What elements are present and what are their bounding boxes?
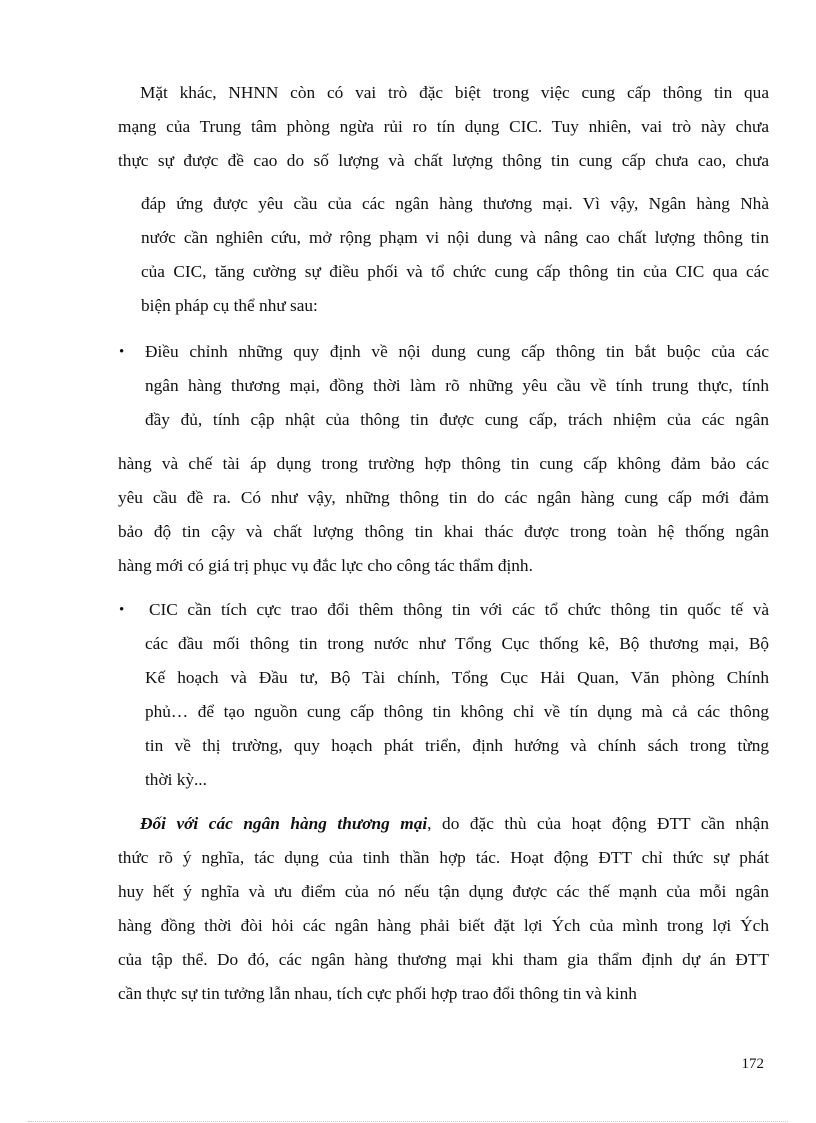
text-line: Kế hoạch và Đầu tư, Bộ Tài chính, Tổng Cục Hải Quan, Văn phòng Chính xyxy=(145,668,769,687)
text-line: hàng mới có giá trị phục vụ đắc lực cho công tác thẩm định. xyxy=(118,556,533,575)
text-line: hàng và chế tài áp dụng trong trường hợp thông tin cung cấp không đảm bảo các xyxy=(118,454,769,473)
page-number: 172 xyxy=(741,1056,764,1072)
text-line: ngân hàng thương mại, đồng thời làm rõ những yêu cầu về tính trung thực, tính xyxy=(145,376,769,395)
text-span: , do đặc thù của hoạt động ĐTT cần nhận xyxy=(427,814,769,833)
text-line: CIC cần tích cực trao đổi thêm thông tin với các tổ chức thông tin quốc tế và xyxy=(149,600,769,619)
text-line: đầy đủ, tính cập nhật của thông tin được cung cấp, trách nhiệm của các ngân xyxy=(145,410,769,429)
text-line: biện pháp cụ thể như sau: xyxy=(141,296,318,315)
text-line: mạng của Trung tâm phòng ngừa rủi ro tín dụng CIC. Tuy nhiên, vai trò này chưa xyxy=(118,117,769,136)
text-line: của CIC, tăng cường sự điều phối và tổ chức cung cấp thông tin của CIC qua các xyxy=(141,262,769,281)
bullet-marker: • xyxy=(119,344,125,360)
text-line: huy hết ý nghĩa và ưu điểm của nó nếu tận dụng được các thế mạnh của mỗi ngân xyxy=(118,882,769,901)
text-line: các đầu mối thông tin trong nước như Tổng Cục thống kê, Bộ thương mại, Bộ xyxy=(145,634,769,653)
text-line: Mặt khác, NHNN còn có vai trò đặc biệt trong việc cung cấp thông tin qua xyxy=(140,83,769,102)
text-line: phủ… để tạo nguồn cung cấp thông tin không chỉ về tín dụng mà cả các thông xyxy=(145,702,769,721)
text-line xyxy=(140,812,769,836)
text-line: nước cần nghiên cứu, mở rộng phạm vi nội dung và nâng cao chất lượng thông tin xyxy=(141,228,769,247)
text-line: thực sự được đề cao do số lượng và chất lượng thông tin cung cấp chưa cao, chưa xyxy=(118,151,769,170)
bullet-marker: • xyxy=(119,602,125,618)
text-line: của tập thể. Do đó, các ngân hàng thương mại khi tham gia thẩm định dự án ĐTT xyxy=(118,950,769,969)
text-line: cần thực sự tin tưởng lẫn nhau, tích cực phối hợp trao đổi thông tin và kinh xyxy=(118,984,637,1003)
lead-heading: Đối với các ngân hàng thương mại xyxy=(140,814,428,833)
footer-divider xyxy=(28,1121,788,1122)
text-line: hàng đồng thời đòi hỏi các ngân hàng phải biết đặt lợi Ých của mình trong lợi Ých xyxy=(118,916,769,935)
text-line: bảo độ tin cậy và chất lượng thông tin khai thác được trong toàn hệ thống ngân xyxy=(118,522,769,541)
text-line: thức rõ ý nghĩa, tác dụng của tinh thần hợp tác. Hoạt động ĐTT chỉ thức sự phát xyxy=(118,848,769,867)
text-line: Điều chỉnh những quy định về nội dung cung cấp thông tin bắt buộc của các xyxy=(145,342,769,361)
text-line: thời kỳ... xyxy=(145,770,207,789)
text-line: yêu cầu đề ra. Có như vậy, những thông tin do các ngân hàng cung cấp mới đảm xyxy=(118,488,769,507)
text-line: đáp ứng được yêu cầu của các ngân hàng thương mại. Vì vậy, Ngân hàng Nhà xyxy=(141,194,769,213)
text-line: tin về thị trường, quy hoạch phát triển, định hướng và chính sách trong từng xyxy=(145,736,769,755)
